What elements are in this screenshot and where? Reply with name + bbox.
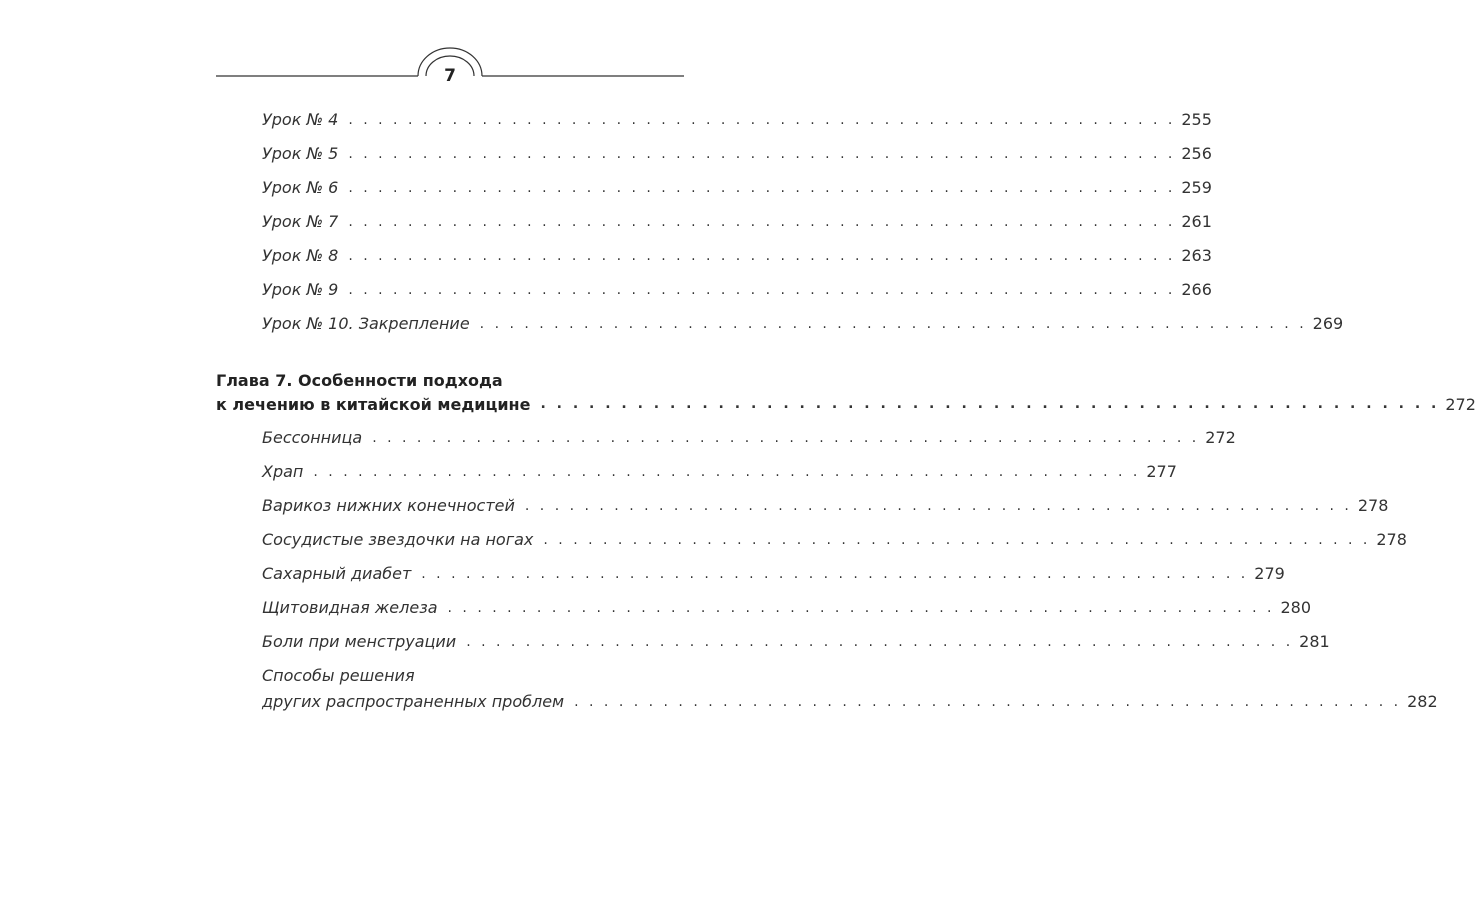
entry-title: Сосудистые звездочки на ногах — [262, 530, 534, 549]
entry-title: Урок № 8 — [262, 246, 339, 265]
leader-dots: . . . . . . . . . . . . . . . . . . . . . . . . . . . . . . . . . . . . . . . . . . . . . . . . . . . . . . . . — [543, 532, 1371, 548]
toc-entry-lesson-9[interactable] — [262, 280, 1212, 300]
toc-entry-lesson-5[interactable] — [262, 144, 1212, 164]
entry-page: 261 — [1181, 212, 1212, 231]
entry-page: 269 — [1312, 314, 1344, 333]
leader-dots: . . . . . . . . . . . . . . . . . . . . . . . . . . . . . . . . . . . . . . . . . . . . . . . . . . . . . . . . — [348, 248, 1176, 264]
toc-entry-menstrual-pain[interactable] — [262, 632, 1330, 652]
toc-entry-lesson-10[interactable] — [262, 314, 1344, 334]
entry-title: Сахарный диабет — [262, 564, 412, 583]
entry-title: Урок № 5 — [262, 144, 339, 163]
entry-title: Урок № 4 — [262, 110, 339, 129]
leader-dots: . . . . . . . . . . . . . . . . . . . . . . . . . . . . . . . . . . . . . . . . . . . . . . . . . . . . . . . . — [348, 282, 1176, 298]
chapter-title-line-1[interactable]: Глава 7. Особенности подхода — [216, 371, 503, 390]
toc-entry-lesson-4[interactable] — [262, 110, 1212, 130]
leader-dots: . . . . . . . . . . . . . . . . . . . . . . . . . . . . . . . . . . . . . . . . . . . . . . . . . . . . . . . . — [540, 396, 1440, 412]
chapter-title-line-2: к лечению в китайской медицине — [216, 395, 531, 414]
entry-page: 255 — [1181, 110, 1212, 129]
entry-page: 282 — [1407, 692, 1438, 711]
entry-page: 281 — [1299, 632, 1330, 651]
entry-page: 278 — [1357, 496, 1389, 515]
leader-dots: . . . . . . . . . . . . . . . . . . . . . . . . . . . . . . . . . . . . . . . . . . . . . . . . . . . . . . . . — [421, 566, 1249, 582]
toc-entry-spider-veins[interactable] — [262, 530, 1407, 550]
entry-page: 263 — [1181, 246, 1212, 265]
entry-title: Урок № 6 — [262, 178, 339, 197]
leader-dots: . . . . . . . . . . . . . . . . . . . . . . . . . . . . . . . . . . . . . . . . . . . . . . . . . . . . . . . . — [372, 430, 1200, 446]
entry-title: Варикоз нижних конечностей — [262, 496, 515, 515]
last-section-title-line-1[interactable]: Способы решения — [262, 666, 415, 685]
leader-dots: . . . . . . . . . . . . . . . . . . . . . . . . . . . . . . . . . . . . . . . . . . . . . . . . . . . . . . . . — [313, 464, 1141, 480]
entry-page: 279 — [1254, 564, 1285, 583]
toc-entry-lesson-8[interactable] — [262, 246, 1212, 266]
entry-title: Храп — [262, 462, 304, 481]
entry-title: Бессонница — [262, 428, 363, 447]
leader-dots: . . . . . . . . . . . . . . . . . . . . . . . . . . . . . . . . . . . . . . . . . . . . . . . . . . . . . . . . — [348, 146, 1176, 162]
toc-entry-varicose[interactable] — [262, 496, 1389, 516]
leader-dots: . . . . . . . . . . . . . . . . . . . . . . . . . . . . . . . . . . . . . . . . . . . . . . . . . . . . . . . . — [524, 498, 1352, 514]
entry-title: Урок № 7 — [262, 212, 339, 231]
leader-dots: . . . . . . . . . . . . . . . . . . . . . . . . . . . . . . . . . . . . . . . . . . . . . . . . . . . . . . . . — [466, 634, 1294, 650]
entry-title: Щитовидная железа — [262, 598, 438, 617]
leader-dots: . . . . . . . . . . . . . . . . . . . . . . . . . . . . . . . . . . . . . . . . . . . . . . . . . . . . . . . . — [348, 214, 1176, 230]
leader-dots: . . . . . . . . . . . . . . . . . . . . . . . . . . . . . . . . . . . . . . . . . . . . . . . . . . . . . . . . — [447, 600, 1275, 616]
last-section-title-line-2: других распространенных проблем — [262, 692, 565, 711]
entry-title: Боли при менструации — [262, 632, 457, 651]
entry-title: Урок № 9 — [262, 280, 339, 299]
entry-page: 266 — [1181, 280, 1212, 299]
toc-entry-diabetes[interactable] — [262, 564, 1285, 584]
entry-page: 277 — [1146, 462, 1177, 481]
toc-entry-lesson-7[interactable] — [262, 212, 1212, 232]
entry-page: 272 — [1205, 428, 1236, 447]
toc-entry-snoring[interactable] — [262, 462, 1177, 482]
toc-entry-chapter-7[interactable] — [216, 393, 1476, 416]
leader-dots: . . . . . . . . . . . . . . . . . . . . . . . . . . . . . . . . . . . . . . . . . . . . . . . . . . . . . . . . — [348, 112, 1176, 128]
entry-page: 280 — [1280, 598, 1312, 617]
toc-entry-other-problems[interactable] — [262, 692, 1438, 712]
entry-title: Урок № 10. Закрепление — [262, 314, 470, 333]
leader-dots: . . . . . . . . . . . . . . . . . . . . . . . . . . . . . . . . . . . . . . . . . . . . . . . . . . . . . . . . — [574, 694, 1402, 710]
entry-page: 278 — [1376, 530, 1407, 549]
leader-dots: . . . . . . . . . . . . . . . . . . . . . . . . . . . . . . . . . . . . . . . . . . . . . . . . . . . . . . . . — [348, 180, 1176, 196]
page-number: 7 — [444, 66, 456, 86]
entry-page: 256 — [1181, 144, 1212, 163]
entry-page: 259 — [1181, 178, 1212, 197]
leader-dots: . . . . . . . . . . . . . . . . . . . . . . . . . . . . . . . . . . . . . . . . . . . . . . . . . . . . . . . . — [479, 316, 1307, 332]
entry-page: 272 — [1445, 395, 1476, 414]
toc-entry-lesson-6[interactable] — [262, 178, 1212, 198]
toc-entry-thyroid[interactable] — [262, 598, 1312, 618]
toc-entry-insomnia[interactable] — [262, 428, 1236, 448]
